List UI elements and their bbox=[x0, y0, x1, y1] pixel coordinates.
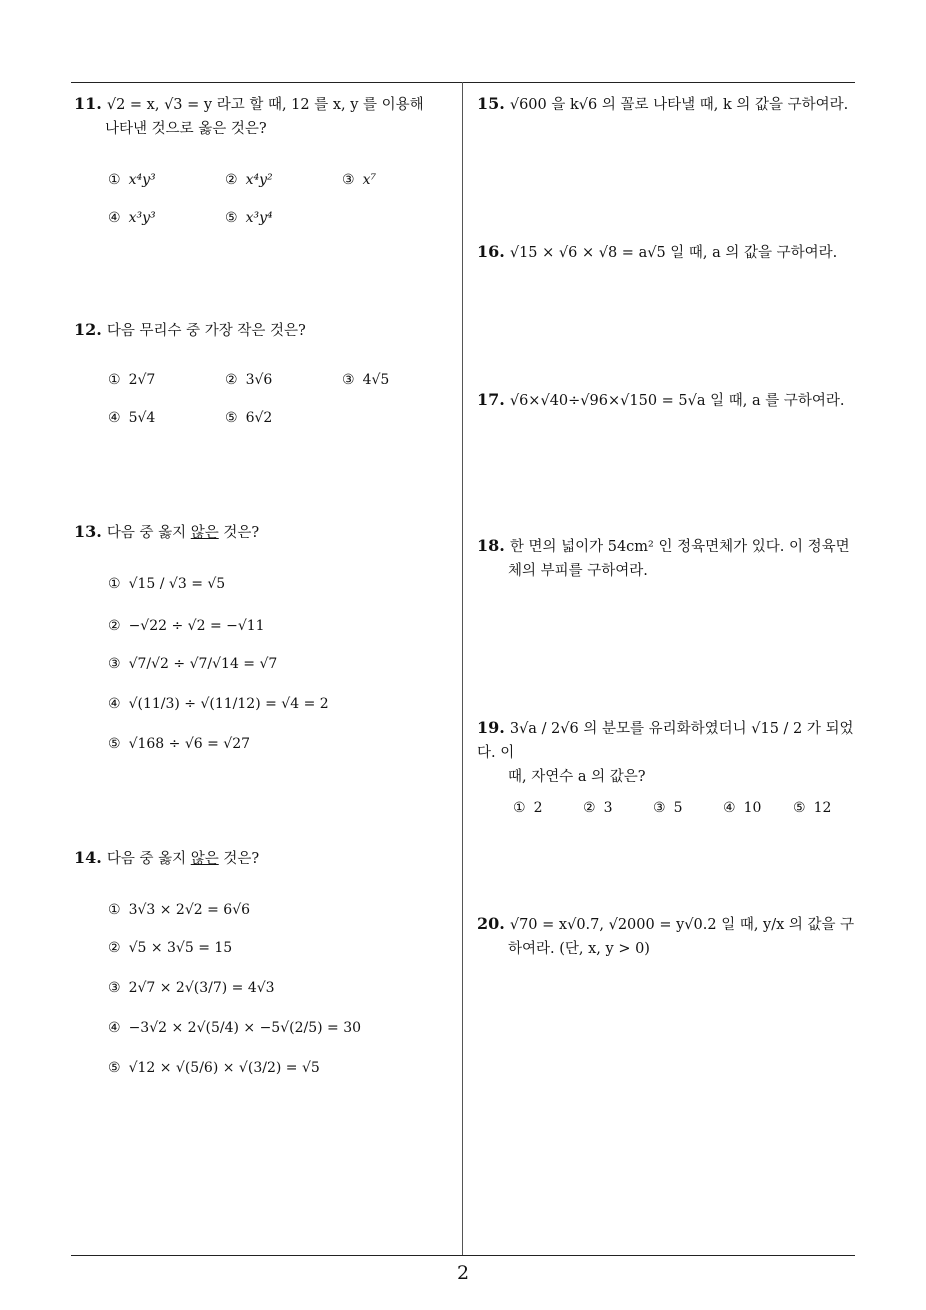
choice-2[interactable]: ② √5 × 3√5 = 15 bbox=[108, 940, 233, 956]
question-number: 14. bbox=[74, 848, 102, 867]
question-number: 13. bbox=[74, 522, 102, 541]
question-11 bbox=[74, 92, 456, 226]
question-18-line2: 체의 부피를 구하여라. bbox=[508, 563, 648, 579]
choice-1[interactable]: ① x⁴y³ bbox=[108, 172, 156, 188]
underlined-word: 않은 bbox=[190, 851, 219, 867]
question-number: 19. bbox=[477, 718, 505, 737]
question-13-line1: 13. 다음 중 옳지 않은 것은? bbox=[74, 522, 260, 541]
question-15-line1: 15. √600 을 k√6 의 꼴로 나타낼 때, k 의 값을 구하여라. bbox=[477, 94, 849, 113]
choice-4[interactable]: ④ x³y³ bbox=[108, 210, 156, 226]
question-19 bbox=[477, 716, 857, 816]
question-16-line1: 16. √15 × √6 × √8 = a√5 일 때, a 의 값을 구하여라. bbox=[477, 242, 838, 261]
question-16 bbox=[477, 240, 857, 265]
column-divider bbox=[462, 82, 463, 1256]
question-15 bbox=[477, 92, 857, 117]
question-19-line1: 19. 3√a / 2√6 의 분모를 유리화하였더니 √15 / 2 가 되었다. 이 bbox=[477, 718, 854, 761]
choice-2[interactable]: ② −√22 ÷ √2 = −√11 bbox=[108, 618, 265, 634]
question-17 bbox=[477, 388, 857, 413]
underlined-word: 않은 bbox=[190, 525, 219, 541]
question-12-line1: 12. 다음 무리수 중 가장 작은 것은? bbox=[74, 320, 306, 339]
question-11-line1: 11. √2 = x, √3 = y 라고 할 때, 12 를 x, y 를 이용해 bbox=[74, 94, 424, 113]
choice-1[interactable]: ① 2√7 bbox=[108, 372, 156, 388]
question-number: 15. bbox=[477, 94, 505, 113]
question-11-line2: 나타낸 것으로 옳은 것은? bbox=[105, 121, 267, 137]
choice-3[interactable]: ③ √7/√2 ÷ √7/√14 = √7 bbox=[108, 656, 278, 672]
choice-1[interactable]: ① 3√3 × 2√2 = 6√6 bbox=[108, 902, 251, 918]
choice-4[interactable]: ④ √(11/3) ÷ √(11/12) = √4 = 2 bbox=[108, 696, 329, 712]
question-13 bbox=[74, 520, 456, 752]
question-18 bbox=[477, 534, 857, 583]
choice-4[interactable]: ④ −3√2 × 2√(5/4) × −5√(2/5) = 30 bbox=[108, 1020, 362, 1036]
choice-5[interactable]: ⑤ √168 ÷ √6 = √27 bbox=[108, 736, 251, 752]
question-number: 12. bbox=[74, 320, 102, 339]
choice-5[interactable]: ⑤ x³y⁴ bbox=[225, 210, 273, 226]
choice-5[interactable]: ⑤ 12 bbox=[793, 800, 832, 816]
page-number: 2 bbox=[456, 1262, 470, 1284]
top-rule bbox=[71, 82, 855, 83]
choice-1[interactable]: ① 2 bbox=[513, 800, 543, 816]
choice-2[interactable]: ② 3√6 bbox=[225, 372, 273, 388]
choice-5[interactable]: ⑤ 6√2 bbox=[225, 410, 273, 426]
question-number: 11. bbox=[74, 94, 102, 113]
choice-5[interactable]: ⑤ √12 × √(5/6) × √(3/2) = √5 bbox=[108, 1060, 320, 1076]
choice-3[interactable]: ③ x⁷ bbox=[342, 172, 377, 188]
choice-3[interactable]: ③ 2√7 × 2√(3/7) = 4√3 bbox=[108, 980, 275, 996]
bottom-rule bbox=[71, 1255, 855, 1256]
choice-4[interactable]: ④ 5√4 bbox=[108, 410, 156, 426]
question-14-line1: 14. 다음 중 옳지 않은 것은? bbox=[74, 848, 260, 867]
question-number: 20. bbox=[477, 914, 505, 933]
choice-2[interactable]: ② x⁴y² bbox=[225, 172, 273, 188]
choice-3[interactable]: ③ 5 bbox=[653, 800, 683, 816]
question-20-line1: 20. √70 = x√0.7, √2000 = y√0.2 일 때, y/x 의 값을 구 bbox=[477, 914, 855, 933]
question-17-line1: 17. √6×√40÷√96×√150 = 5√a 일 때, a 를 구하여라. bbox=[477, 390, 845, 409]
choice-4[interactable]: ④ 10 bbox=[723, 800, 762, 816]
question-12 bbox=[74, 318, 456, 426]
question-19-line2: 때, 자연수 a 의 값은? bbox=[508, 769, 646, 785]
choice-1[interactable]: ① √15 / √3 = √5 bbox=[108, 576, 226, 592]
question-14 bbox=[74, 846, 456, 1076]
question-18-line1: 18. 한 면의 넓이가 54cm² 인 정육면체가 있다. 이 정육면 bbox=[477, 536, 850, 555]
question-20-line2: 하여라. (단, x, y > 0) bbox=[508, 941, 650, 957]
choice-2[interactable]: ② 3 bbox=[583, 800, 613, 816]
question-20 bbox=[477, 912, 857, 961]
question-number: 17. bbox=[477, 390, 505, 409]
question-number: 16. bbox=[477, 242, 505, 261]
question-number: 18. bbox=[477, 536, 505, 555]
choice-3[interactable]: ③ 4√5 bbox=[342, 372, 390, 388]
